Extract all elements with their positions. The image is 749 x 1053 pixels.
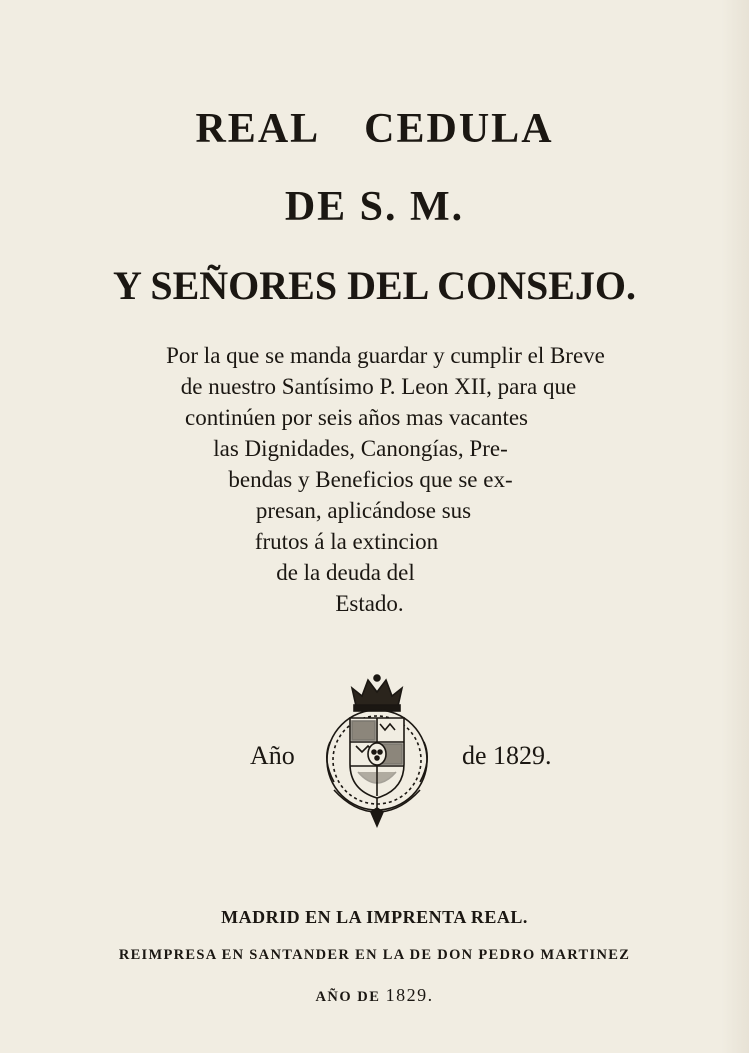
imprint-year-value: 1829. [385,985,434,1005]
title-cedula: CEDULA [364,106,554,152]
title-line-3: Y SEÑORES DEL CONSEJO. [112,263,637,308]
title-real: REAL [195,106,321,152]
summary-line: Por la que se manda guardar y cumplir el Breve [166,343,605,368]
imprint-year-line [0,985,749,1006]
imprint-reprint: REIMPRESA EN SANTANDER EN LA DE DON PEDRO MARTINEZ [118,947,631,963]
title-line-2: DE S. M. [284,184,465,230]
royal-coat-of-arms-icon [316,672,438,832]
imprint-year-label: AÑO DE [315,989,381,1005]
summary-line: de la deuda del [276,560,415,585]
title-line-1 [0,105,749,153]
date-year: de 1829. [462,741,552,770]
imprint-printer: MADRID EN LA IMPRENTA REAL. [221,907,528,927]
page-edge-shadow [721,0,749,1053]
summary-line: presan, aplicándose sus [255,498,472,523]
summary-line: frutos á la extincion [254,529,439,554]
date-ano: Año [250,741,295,770]
summary-line: Estado. [335,591,404,616]
summary-line: bendas y Beneficios que se ex- [228,467,513,492]
summary-paragraph [0,340,749,619]
summary-line: de nuestro Santísimo P. Leon XII, para que [180,374,577,399]
summary-line: las Dignidades, Canongías, Pre- [213,436,508,461]
summary-line: continúen por seis años mas vacantes [185,405,528,430]
